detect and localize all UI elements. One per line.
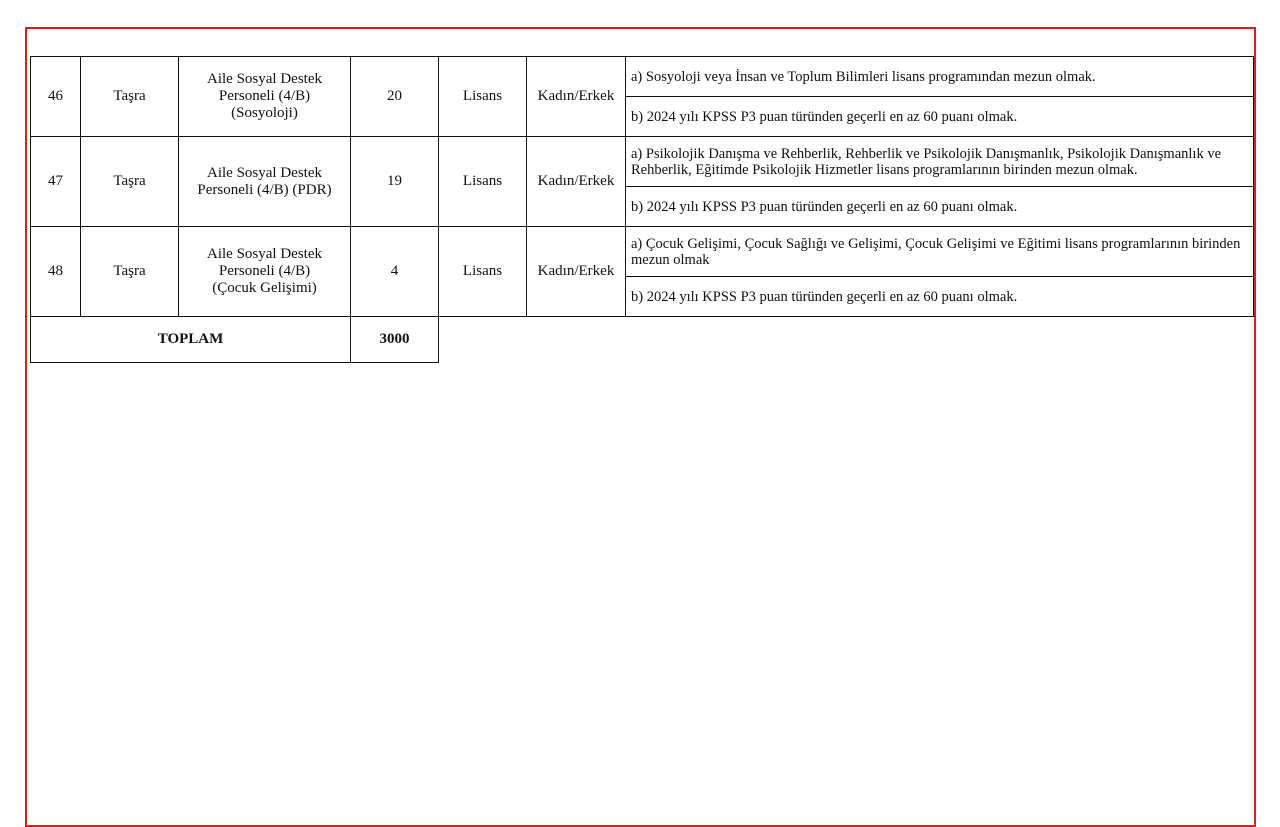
total-value: 3000 [351,317,439,363]
requirement-a: a) Çocuk Gelişimi, Çocuk Sağlığı ve Gelişimi, Çocuk Gelişimi ve Eğitimi lisans programlarının birinden mezun olmak [626,227,1254,277]
gender: Kadın/Erkek [527,227,626,317]
education-level: Lisans [439,137,527,227]
position-count: 19 [351,137,439,227]
total-row [31,317,1254,363]
position-title [179,227,351,317]
position-title-line: Aile Sosyal Destek [207,71,322,87]
position-unit: Taşra [81,137,179,227]
requirement-b: b) 2024 yılı KPSS P3 puan türünden geçerli en az 60 puanı olmak. [626,97,1254,137]
position-number: 47 [31,137,81,227]
total-label: TOPLAM [31,317,351,363]
positions-table [30,56,1254,363]
position-title-line: Aile Sosyal Destek [207,164,322,181]
position-unit: Taşra [81,57,179,137]
table-row [31,137,1254,187]
position-count: 20 [351,57,439,137]
gender: Kadın/Erkek [527,57,626,137]
gender: Kadın/Erkek [527,137,626,227]
position-title [179,137,351,227]
position-unit: Taşra [81,227,179,317]
total-row-blank [439,317,1254,363]
education-level: Lisans [439,227,527,317]
position-title-line: Aile Sosyal Destek [207,246,322,262]
position-title-line: (Sosyoloji) [231,105,298,121]
education-level: Lisans [439,57,527,137]
table-row [31,57,1254,97]
position-title-line: Personeli (4/B) [218,263,311,279]
position-number: 48 [31,227,81,317]
requirement-b: b) 2024 yılı KPSS P3 puan türünden geçerli en az 60 puanı olmak. [626,277,1254,317]
requirement-a: a) Psikolojik Danışma ve Rehberlik, Rehberlik ve Psikolojik Danışmanlık, Psikolojik Danışmanlık ve Rehberlik, Eğitimde Psikolojik Hizmetler lisans programlarının birinden mezun olmak. [626,137,1254,187]
table-row [31,227,1254,277]
position-title-line: Personeli (4/B) [218,88,311,104]
requirement-b: b) 2024 yılı KPSS P3 puan türünden geçerli en az 60 puanı olmak. [626,187,1254,227]
requirement-a: a) Sosyoloji veya İnsan ve Toplum Bilimleri lisans programından mezun olmak. [626,57,1254,97]
position-title-line: Personeli (4/B) (PDR) [197,181,332,198]
position-title [179,57,351,137]
position-number: 46 [31,57,81,137]
position-title-line: (Çocuk Gelişimi) [212,280,317,296]
position-count: 4 [351,227,439,317]
